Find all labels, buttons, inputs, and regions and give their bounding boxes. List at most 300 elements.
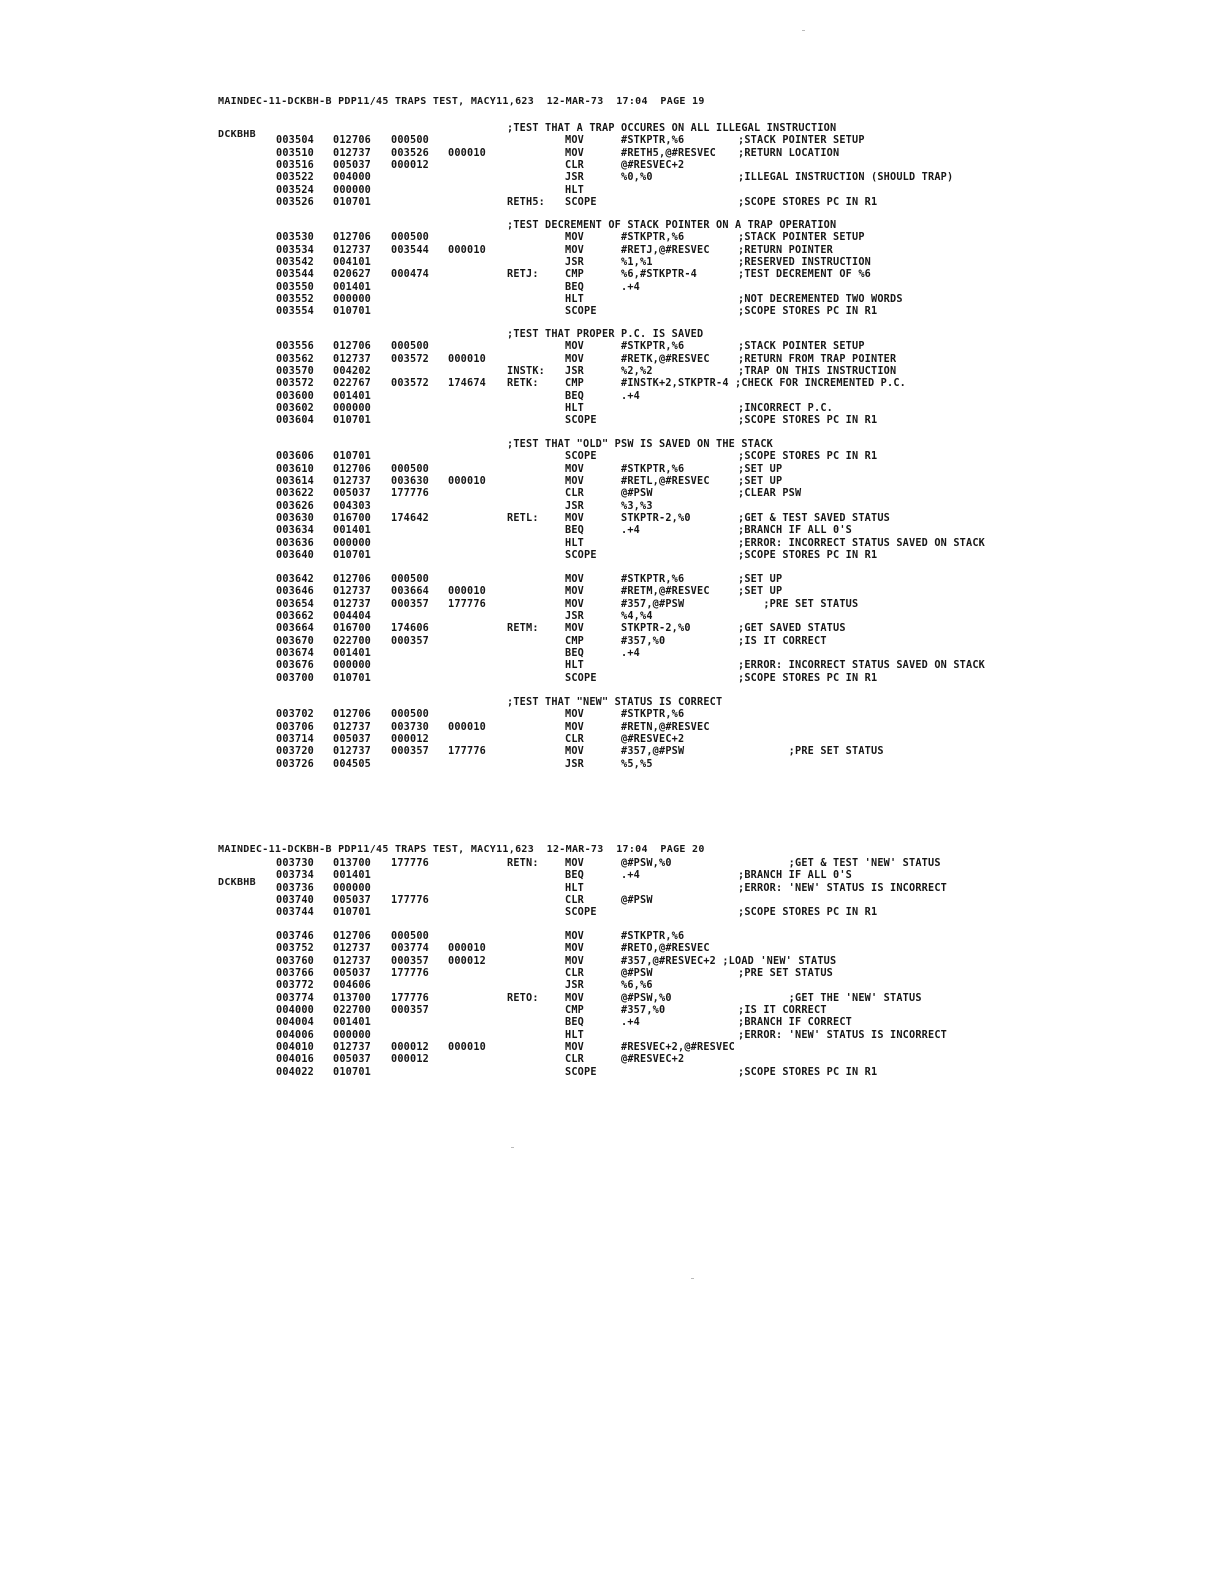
listing-cmt: ;TRAP ON THIS INSTRUCTION (738, 366, 897, 378)
listing-cmt: ;SCOPE STORES PC IN R1 (738, 907, 878, 919)
listing-w3: 000010 (448, 1042, 487, 1054)
listing-w1: 012706 (333, 135, 372, 147)
listing-addr: 003676 (276, 660, 315, 672)
listing-line (0, 306, 1224, 318)
scan-speck (802, 30, 805, 31)
listing-w1: 012737 (333, 586, 372, 598)
listing-opnd: .+4 (621, 1017, 641, 1029)
listing-addr: 003714 (276, 734, 315, 746)
listing-addr: 003626 (276, 500, 315, 512)
listing-lbl: RETN: (507, 858, 539, 869)
listing-w1: 000000 (333, 882, 372, 894)
listing-op: MOV (565, 135, 585, 147)
listing-op: CLR (565, 968, 585, 980)
listing-w2: 003544 (391, 244, 430, 256)
listing-cmt: ;ERROR: INCORRECT STATUS SAVED ON STACK (738, 537, 986, 549)
listing-op: HLT (565, 882, 585, 894)
section-comment-line (0, 697, 1224, 709)
listing-op: CLR (565, 488, 585, 500)
listing-line (0, 354, 1224, 366)
listing-w1: 000000 (333, 537, 372, 549)
listing-w1: 005037 (333, 488, 372, 500)
listing-opnd: %2,%2 (621, 366, 653, 378)
listing-addr: 004016 (276, 1054, 315, 1066)
listing-opnd: #357,%0 (621, 635, 666, 647)
listing-line (0, 464, 1224, 476)
section-comment: ;TEST THAT A TRAP OCCURES ON ALL ILLEGAL INSTRUCTION (507, 123, 837, 134)
listing-addr: 004004 (276, 1017, 315, 1029)
listing-addr: 003646 (276, 586, 315, 598)
listing-cmt: ;SET UP (738, 463, 783, 475)
listing-cmt: ;BRANCH IF ALL 0'S (738, 525, 853, 537)
listing-op: SCOPE (565, 451, 597, 463)
listing-cmt: ;SCOPE STORES PC IN R1 (738, 197, 878, 209)
listing-cmt: ;PRE SET STATUS (738, 968, 834, 980)
page-19-block-5 (0, 574, 1224, 685)
listing-op: MOV (565, 341, 585, 353)
listing-line (0, 269, 1224, 281)
listing-line (0, 759, 1224, 771)
listing-w2: 000357 (391, 746, 430, 758)
listing-addr: 003664 (276, 623, 315, 635)
listing-line (0, 403, 1224, 415)
listing-op: BEQ (565, 281, 585, 293)
listing-opnd: #STKPTR,%6 (621, 463, 685, 475)
listing-op: JSR (565, 366, 585, 378)
listing-addr: 003622 (276, 488, 315, 500)
listing-op: MOV (565, 574, 585, 585)
listing-w1: 004202 (333, 366, 372, 378)
listing-op: MOV (565, 513, 585, 525)
page-19-block-6 (0, 697, 1224, 771)
page-19-block-2 (0, 220, 1224, 319)
listing-addr: 003550 (276, 281, 315, 293)
listing-op: MOV (565, 623, 585, 635)
listing-w1: 000000 (333, 660, 372, 672)
listing-addr: 003766 (276, 968, 315, 980)
page-19-block-3 (0, 329, 1224, 428)
listing-addr: 003720 (276, 746, 315, 758)
listing-w1: 016700 (333, 623, 372, 635)
listing-addr: 003606 (276, 451, 315, 463)
listing-op: CMP (565, 635, 585, 647)
listing-w1: 010701 (333, 306, 372, 318)
listing-cmt: ;PRE SET STATUS (738, 746, 884, 758)
page-19-block-1 (0, 123, 1224, 209)
listing-w3: 177776 (448, 598, 487, 610)
listing-line (0, 366, 1224, 378)
listing-opnd: .+4 (621, 281, 641, 293)
listing-opnd: #RETN,@#RESVEC (621, 721, 710, 733)
listing-w1: 005037 (333, 968, 372, 980)
listing-line (0, 245, 1224, 257)
listing-w1: 010701 (333, 672, 372, 684)
listing-op: SCOPE (565, 306, 597, 318)
listing-op: BEQ (565, 390, 585, 402)
listing-line (0, 148, 1224, 160)
listing-w2: 000357 (391, 1005, 430, 1017)
listing-addr: 003746 (276, 931, 315, 942)
listing-op: HLT (565, 1029, 585, 1041)
listing-addr: 003530 (276, 232, 315, 244)
listing-lbl: INSTK: (507, 366, 546, 378)
page-20-block-2 (0, 931, 1224, 1079)
listing-line (0, 709, 1224, 721)
section-comment-line (0, 329, 1224, 341)
listing-addr: 003670 (276, 635, 315, 647)
listing-line (0, 993, 1224, 1005)
listing-w1: 012737 (333, 598, 372, 610)
listing-op: MOV (565, 244, 585, 256)
listing-cmt: ;SCOPE STORES PC IN R1 (738, 1066, 878, 1078)
listing-opnd: @#PSW,%0 (621, 992, 672, 1004)
listing-w3: 174674 (448, 378, 487, 390)
listing-line (0, 746, 1224, 758)
listing-w1: 004404 (333, 611, 372, 623)
listing-w2: 000474 (391, 269, 430, 281)
listing-cmt: ;BRANCH IF ALL 0'S (738, 870, 853, 882)
listing-op: CMP (565, 378, 585, 390)
listing-addr: 003556 (276, 341, 315, 353)
section-comment-line (0, 439, 1224, 451)
listing-w1: 012737 (333, 244, 372, 256)
page-20-header-id: DCKBHB (218, 877, 256, 888)
listing-w1: 001401 (333, 648, 372, 660)
listing-addr: 003774 (276, 992, 315, 1004)
listing-line (0, 232, 1224, 244)
listing-op: MOV (565, 721, 585, 733)
listing-cmt: ;SCOPE STORES PC IN R1 (738, 415, 878, 427)
listing-addr: 003706 (276, 721, 315, 733)
listing-addr: 003726 (276, 758, 315, 770)
listing-w3: 000010 (448, 353, 487, 365)
listing-line (0, 648, 1224, 660)
listing-opnd: #RETH5,@#RESVEC (621, 147, 717, 159)
listing-line (0, 673, 1224, 685)
section-comment-line (0, 220, 1224, 232)
listing-addr: 003602 (276, 403, 315, 415)
listing-line (0, 931, 1224, 943)
listing-opnd: %6,%6 (621, 980, 653, 992)
listing-line (0, 943, 1224, 955)
listing-line (0, 1042, 1224, 1054)
listing-op: HLT (565, 537, 585, 549)
listing-addr: 003610 (276, 463, 315, 475)
listing-opnd: %5,%5 (621, 758, 653, 770)
listing-line (0, 294, 1224, 306)
listing-opnd: #STKPTR,%6 (621, 709, 685, 721)
listing-w1: 000000 (333, 184, 372, 196)
listing-line (0, 538, 1224, 550)
listing-op: MOV (565, 1042, 585, 1054)
listing-op: MOV (565, 147, 585, 159)
listing-w1: 010701 (333, 451, 372, 463)
listing-w3: 000010 (448, 943, 487, 955)
listing-lbl: RETH5: (507, 197, 546, 209)
listing-cmt: ;NOT DECREMENTED TWO WORDS (738, 294, 903, 306)
listing-cmt: ;SCOPE STORES PC IN R1 (738, 550, 878, 562)
listing-addr: 003600 (276, 390, 315, 402)
listing-cmt: ;PRE SET STATUS (738, 598, 859, 610)
listing-opnd: #357,@#PSW (621, 598, 685, 610)
listing-w1: 012737 (333, 943, 372, 955)
listing-w1: 004000 (333, 172, 372, 184)
listing-op: MOV (565, 858, 585, 869)
listing-w1: 022767 (333, 378, 372, 390)
listing-op: MOV (565, 709, 585, 721)
listing-op: CMP (565, 269, 585, 281)
listing-op: MOV (565, 598, 585, 610)
listing-opnd: %3,%3 (621, 500, 653, 512)
listing-line (0, 980, 1224, 992)
listing-addr: 003534 (276, 244, 315, 256)
listing-op: MOV (565, 586, 585, 598)
listing-op: JSR (565, 980, 585, 992)
listing-w1: 012737 (333, 147, 372, 159)
listing-op: SCOPE (565, 415, 597, 427)
listing-w2: 000500 (391, 931, 430, 942)
listing-w1: 001401 (333, 525, 372, 537)
listing-opnd: #RETO,@#RESVEC (621, 943, 710, 955)
listing-w2: 000012 (391, 1042, 430, 1054)
listing-lbl: RETO: (507, 992, 539, 1004)
listing-w2: 000357 (391, 955, 430, 967)
listing-cmt: ;SET UP (738, 574, 783, 585)
listing-w1: 012737 (333, 476, 372, 488)
listing-opnd: @#RESVEC+2 (621, 1054, 685, 1066)
listing-addr: 003516 (276, 160, 315, 172)
listing-opnd: @#RESVEC+2 (621, 160, 685, 172)
listing-lbl: RETL: (507, 513, 539, 525)
listing-op: MOV (565, 746, 585, 758)
listing-op: MOV (565, 476, 585, 488)
section-comment: ;TEST THAT PROPER P.C. IS SAVED (507, 329, 704, 340)
listing-cmt: ;STACK POINTER SETUP (738, 341, 865, 353)
listing-addr: 003554 (276, 306, 315, 318)
listing-addr: 004010 (276, 1042, 315, 1054)
listing-line (0, 660, 1224, 672)
listing-addr: 003760 (276, 955, 315, 967)
listing-w2: 000012 (391, 160, 430, 172)
listing-w1: 004101 (333, 257, 372, 269)
listing-op: SCOPE (565, 907, 597, 919)
listing-cmt: ;GET SAVED STATUS (738, 623, 846, 635)
listing-w1: 022700 (333, 1005, 372, 1017)
listing-op: JSR (565, 758, 585, 770)
listing-op: HLT (565, 403, 585, 415)
listing-addr: 003524 (276, 184, 315, 196)
listing-op: MOV (565, 353, 585, 365)
listing-cmt: ;SCOPE STORES PC IN R1 (738, 306, 878, 318)
listing-line (0, 858, 1224, 870)
listing-addr: 003510 (276, 147, 315, 159)
listing-opnd: #STKPTR,%6 (621, 232, 685, 244)
listing-w2: 177776 (391, 992, 430, 1004)
listing-op: BEQ (565, 870, 585, 882)
listing-addr: 003642 (276, 574, 315, 585)
listing-line (0, 1005, 1224, 1017)
listing-opnd: %4,%4 (621, 611, 653, 623)
listing-opnd: .+4 (621, 870, 641, 882)
listing-opnd: STKPTR-2,%0 (621, 513, 691, 525)
listing-line (0, 574, 1224, 586)
listing-w3: 177776 (448, 746, 487, 758)
listing-addr: 003662 (276, 611, 315, 623)
listing-line (0, 135, 1224, 147)
listing-line (0, 488, 1224, 500)
listing-w1: 000000 (333, 294, 372, 306)
listing-w2: 003774 (391, 943, 430, 955)
listing-line (0, 378, 1224, 390)
listing-w1: 020627 (333, 269, 372, 281)
listing-w1: 001401 (333, 1017, 372, 1029)
scan-speck (691, 1278, 694, 1279)
listing-w1: 012706 (333, 931, 372, 942)
listing-op: BEQ (565, 1017, 585, 1029)
listing-line (0, 907, 1224, 919)
listing-line (0, 282, 1224, 294)
listing-w1: 005037 (333, 734, 372, 746)
listing-cmt: ;GET THE 'NEW' STATUS (738, 992, 922, 1004)
listing-cmt: ;CLEAR PSW (738, 488, 802, 500)
listing-addr: 003700 (276, 672, 315, 684)
listing-line (0, 341, 1224, 353)
listing-addr: 003604 (276, 415, 315, 427)
listing-w2: 000500 (391, 463, 430, 475)
listing-cmt: ;BRANCH IF CORRECT (738, 1017, 853, 1029)
listing-cmt: ;SCOPE STORES PC IN R1 (738, 672, 878, 684)
listing-op: JSR (565, 172, 585, 184)
listing-line (0, 1067, 1224, 1079)
listing-op: CLR (565, 1054, 585, 1066)
listing-w2: 000500 (391, 232, 430, 244)
listing-w1: 022700 (333, 635, 372, 647)
listing-addr: 003504 (276, 135, 315, 147)
listing-w1: 013700 (333, 858, 372, 869)
listing-line (0, 968, 1224, 980)
listing-line (0, 513, 1224, 525)
listing-addr: 003736 (276, 882, 315, 894)
listing-addr: 003674 (276, 648, 315, 660)
listing-line (0, 550, 1224, 562)
listing-opnd: #RESVEC+2,@#RESVEC (621, 1042, 736, 1054)
listing-line (0, 415, 1224, 427)
listing-opnd: #INSTK+2,STKPTR-4 ;CHECK FOR INCREMENTED P.C. (621, 378, 907, 390)
listing-w3: 000010 (448, 476, 487, 488)
listing-addr: 003542 (276, 257, 315, 269)
listing-opnd: #STKPTR,%6 (621, 135, 685, 147)
listing-addr: 003752 (276, 943, 315, 955)
listing-cmt: ;RETURN POINTER (738, 244, 834, 256)
listing-w1: 005037 (333, 160, 372, 172)
listing-opnd: @#PSW,%0 (621, 858, 672, 869)
listing-opnd: #RETM,@#RESVEC (621, 586, 710, 598)
listing-w1: 012737 (333, 721, 372, 733)
listing-cmt: ;TEST DECREMENT OF %6 (738, 269, 872, 281)
listing-line (0, 586, 1224, 598)
listing-cmt: ;SET UP (738, 476, 783, 488)
listing-w2: 177776 (391, 895, 430, 907)
listing-line (0, 257, 1224, 269)
listing-cmt: ;RETURN LOCATION (738, 147, 840, 159)
listing-opnd: .+4 (621, 390, 641, 402)
listing-line (0, 895, 1224, 907)
listing-w1: 001401 (333, 281, 372, 293)
scan-speck (511, 1147, 514, 1148)
listing-lbl: RETK: (507, 378, 539, 390)
listing-w1: 001401 (333, 870, 372, 882)
listing-line (0, 391, 1224, 403)
listing-w1: 000000 (333, 403, 372, 415)
listing-addr: 003630 (276, 513, 315, 525)
listing-w1: 004505 (333, 758, 372, 770)
listing-addr: 003744 (276, 907, 315, 919)
listing-w1: 012737 (333, 746, 372, 758)
listing-opnd: .+4 (621, 648, 641, 660)
listing-opnd: #RETK,@#RESVEC (621, 353, 710, 365)
listing-w1: 010701 (333, 550, 372, 562)
page-20-header-title: MAINDEC-11-DCKBH-B PDP11/45 TRAPS TEST, MACY11,623 12-MAR-73 17:04 PAGE 20 (218, 844, 705, 855)
listing-w2: 003730 (391, 721, 430, 733)
listing-line (0, 525, 1224, 537)
listing-op: MOV (565, 232, 585, 244)
listing-op: JSR (565, 611, 585, 623)
listing-opnd: #RETL,@#RESVEC (621, 476, 710, 488)
listing-opnd: #357,@#RESVEC+2 ;LOAD 'NEW' STATUS (621, 955, 837, 967)
section-comment: ;TEST THAT "OLD" PSW IS SAVED ON THE STACK (507, 439, 774, 450)
listing-addr: 003634 (276, 525, 315, 537)
listing-op: MOV (565, 992, 585, 1004)
listing-cmt: ;ERROR: 'NEW' STATUS IS INCORRECT (738, 882, 948, 894)
listing-line (0, 636, 1224, 648)
listing-line (0, 160, 1224, 172)
listing-op: CLR (565, 895, 585, 907)
listing-op: BEQ (565, 525, 585, 537)
listing-w1: 012706 (333, 709, 372, 721)
listing-cmt: ;IS IT CORRECT (738, 635, 827, 647)
listing-w1: 012737 (333, 955, 372, 967)
page-19-header-title: MAINDEC-11-DCKBH-B PDP11/45 TRAPS TEST, MACY11,623 12-MAR-73 17:04 PAGE 19 (218, 96, 705, 107)
listing-w1: 016700 (333, 513, 372, 525)
listing-line (0, 722, 1224, 734)
listing-cmt: ;INCORRECT P.C. (738, 403, 834, 415)
listing-cmt: ;GET & TEST SAVED STATUS (738, 513, 891, 525)
listing-line (0, 172, 1224, 184)
listing-cmt: ;ILLEGAL INSTRUCTION (SHOULD TRAP) (738, 172, 954, 184)
listing-w1: 005037 (333, 895, 372, 907)
listing-w2: 000357 (391, 635, 430, 647)
section-comment: ;TEST DECREMENT OF STACK POINTER ON A TRAP OPERATION (507, 220, 837, 231)
listing-opnd: STKPTR-2,%0 (621, 623, 691, 635)
listing-op: CLR (565, 160, 585, 172)
listing-opnd: #357,%0 (621, 1005, 666, 1017)
listing-w2: 000500 (391, 709, 430, 721)
listing-addr: 004000 (276, 1005, 315, 1017)
listing-opnd: %0,%0 (621, 172, 653, 184)
listing-op: SCOPE (565, 1066, 597, 1078)
listing-addr: 003544 (276, 269, 315, 281)
section-comment-line (0, 123, 1224, 135)
listing-op: CMP (565, 1005, 585, 1017)
listing-cmt: ;RESERVED INSTRUCTION (738, 257, 872, 269)
listing-w2: 000012 (391, 1054, 430, 1066)
listing-w2: 000357 (391, 598, 430, 610)
listing-line (0, 1030, 1224, 1042)
listing-w1: 012706 (333, 574, 372, 585)
listing-op: SCOPE (565, 550, 597, 562)
page-20-block-1 (0, 858, 1224, 920)
listing-w2: 003630 (391, 476, 430, 488)
